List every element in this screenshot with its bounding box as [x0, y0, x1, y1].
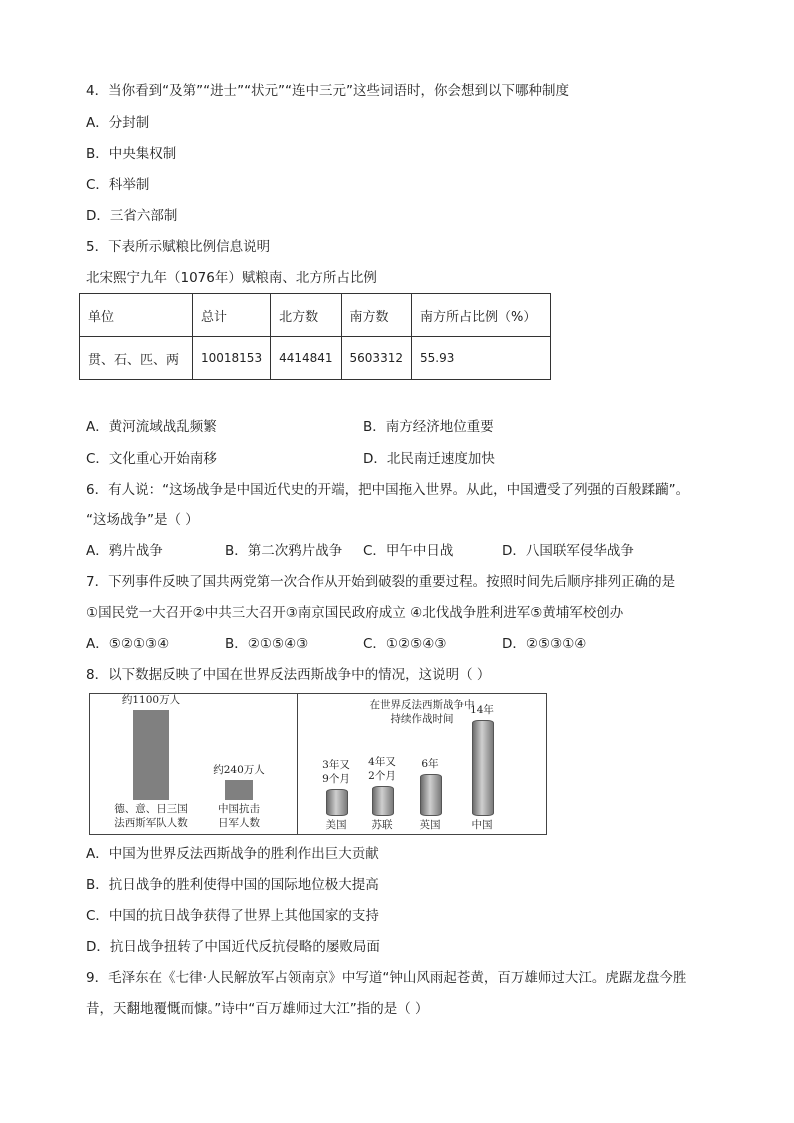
data-label: 3年又: [322, 758, 350, 771]
q7-option-b: B．②①⑤④③: [225, 636, 309, 652]
q4-option-a: A．分封制: [86, 115, 150, 131]
duration-chart-title: 在世界反法西斯战争中持续作战时间: [369, 699, 475, 725]
table-header-cell: 总计: [193, 294, 271, 337]
q6-option-d: D．八国联军侵华战争: [502, 543, 634, 559]
category-label: 德、意、日三国: [114, 803, 188, 815]
category-label: 中国: [471, 819, 493, 831]
q5-option-a: A．黄河流域战乱频繁: [86, 419, 217, 435]
bar: [472, 720, 494, 816]
q4-option-c: C．科举制: [86, 177, 150, 193]
table-cell: 4414841: [271, 337, 341, 380]
table-cell: 55.93: [411, 337, 550, 380]
q8-option-d: D．抗日战争扭转了中国近代反抗侵略的屡败局面: [86, 939, 380, 955]
table-cell: 5603312: [341, 337, 411, 380]
bar: [326, 789, 348, 816]
q7-option-d: D．②⑤③①④: [502, 636, 587, 652]
category-label: 英国: [419, 819, 441, 831]
q8-option-c: C．中国的抗日战争获得了世界上其他国家的支持: [86, 908, 379, 924]
q8-stem: 8．以下数据反映了中国在世界反法西斯战争中的情况，这说明（ ）: [86, 667, 491, 683]
q6-option-a: A．鸦片战争: [86, 543, 163, 559]
q5-table: [79, 293, 551, 380]
q4-stem: 4．当你看到“及第”“进士”“状元”“连中三元”这些词语时，你会想到以下哪种制度: [86, 83, 570, 99]
data-label: 9个月: [322, 772, 350, 785]
q7-option-a: A．⑤②①③④: [86, 636, 170, 652]
bar: [420, 774, 442, 816]
q8-option-b: B．抗日战争的胜利使得中国的国际地位极大提高: [86, 877, 379, 893]
data-label: 6年: [421, 757, 439, 770]
troops-chart: [90, 694, 297, 834]
q6-option-c: C．甲午中日战: [363, 543, 454, 559]
q4-option-d: D．三省六部制: [86, 208, 178, 224]
table-cell: 10018153: [193, 337, 271, 380]
bar: [133, 710, 169, 800]
q5-option-c: C．文化重心开始南移: [86, 451, 217, 467]
bar: [372, 786, 394, 816]
q5-stem: 5．下表所示赋粮比例信息说明: [86, 239, 271, 255]
q9-line1: 9．毛泽东在《七律·人民解放军占领南京》中写道“钟山风雨起苍黄，百万雄师过大江。虎踞龙盘今胜: [86, 970, 687, 986]
category-label: 苏联: [371, 819, 393, 831]
q6-stem-line2: “这场战争”是（ ）: [86, 512, 199, 528]
q7-events: ①国民党一大召开②中共三大召开③南京国民政府成立 ④北伐战争胜利进军⑤黄埔军校创办: [86, 605, 624, 621]
table-row: [80, 337, 551, 380]
category-label: 日军人数: [218, 817, 260, 829]
q5-option-d: D．北民南迁速度加快: [363, 451, 495, 467]
q5-option-b: B．南方经济地位重要: [363, 419, 494, 435]
table-header-cell: 北方数: [271, 294, 341, 337]
data-label: 2个月: [368, 770, 396, 782]
table-header-cell: 南方数: [341, 294, 411, 337]
data-label: 14年: [470, 704, 494, 716]
q9-line2: 昔，天翻地覆慨而慷。”诗中“百万雄师过大江”指的是（ ）: [86, 1001, 429, 1017]
data-label: 4年又: [368, 756, 396, 768]
q8-option-a: A．中国为世界反法西斯战争的胜利作出巨大贡献: [86, 846, 379, 862]
table-header-row: [80, 294, 551, 337]
category-label: 中国抗击: [218, 803, 260, 815]
q7-stem: 7．下列事件反映了国共两党第一次合作从开始到破裂的重要过程。按照时间先后顺序排列正确的是: [86, 574, 676, 590]
q7-option-c: C．①②⑤④③: [363, 636, 447, 652]
data-label: 约1100万人: [121, 694, 181, 706]
q8-figure: [89, 693, 547, 835]
q4-option-b: B．中央集权制: [86, 146, 177, 162]
table-cell: 贯、石、匹、两: [80, 337, 193, 380]
category-label: 美国: [325, 819, 347, 831]
q5-table-caption: 北宋熙宁九年（1076年）赋粮南、北方所占比例: [86, 270, 377, 286]
q6-option-b: B．第二次鸦片战争: [225, 543, 343, 559]
bar: [225, 780, 253, 800]
data-label: 约240万人: [213, 764, 265, 777]
duration-chart: [298, 694, 546, 834]
q6-stem-line1: 6．有人说：“这场战争是中国近代史的开端，把中国拖入世界。从此，中国遭受了列强的百般蹂躏”。: [86, 482, 690, 498]
table-header-cell: 单位: [80, 294, 193, 337]
category-label: 法西斯军队人数: [114, 817, 188, 829]
table-header-cell: 南方所占比例（%）: [411, 294, 550, 337]
